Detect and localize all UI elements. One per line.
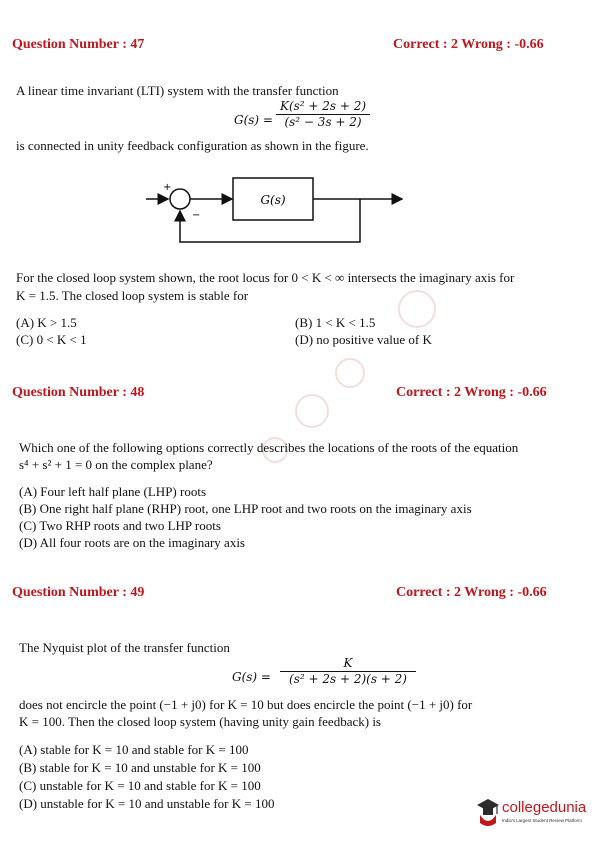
- q49-option-c: (C) unstable for K = 10 and stable for K = 100: [19, 778, 261, 793]
- q49-tf-numerator: K: [280, 656, 416, 672]
- watermark-seal: [398, 290, 436, 328]
- question-49-stem-line1: does not encircle the point (−1 + j0) for K = 10 but does encircle the point (−1 + j0) for: [19, 697, 473, 712]
- question-49-stem-line2: K = 100. Then the closed loop system (having unity gain feedback) is: [19, 714, 381, 729]
- brand-tagline: India's Largest Student Review Platform: [502, 818, 582, 823]
- q47-option-c: (C) 0 < K < 1: [16, 332, 87, 347]
- q47-tf-numerator: K(s² + 2s + 2): [276, 99, 370, 115]
- feedback-block-diagram: [140, 170, 420, 250]
- question-47-marks: Correct : 2 Wrong : -0.66: [393, 37, 544, 52]
- q47-tf-denominator: (s² − 3s + 2): [284, 115, 362, 129]
- watermark-seal: [295, 394, 329, 428]
- brand-name: collegedunia: [502, 799, 587, 816]
- question-47-stem-line2: K = 1.5. The closed loop system is stable for: [16, 288, 249, 303]
- question-47-config: is connected in unity feedback configuration as shown in the figure.: [16, 138, 369, 153]
- watermark-seal: [335, 358, 365, 388]
- question-48-stem-line1: Which one of the following options correctly describes the locations of the roots of the equation: [19, 440, 519, 455]
- question-48-title: Question Number : 48: [12, 385, 145, 400]
- question-47-stem-line1: For the closed loop system shown, the root locus for 0 < K < ∞ intersects the imaginary axis for: [16, 270, 515, 285]
- question-48-marks: Correct : 2 Wrong : -0.66: [396, 385, 547, 400]
- q49-option-b: (B) stable for K = 10 and unstable for K = 100: [19, 760, 261, 775]
- q47-option-b: (B) 1 < K < 1.5: [295, 315, 376, 330]
- question-48-stem-line2: s⁴ + s² + 1 = 0 on the complex plane?: [19, 457, 213, 472]
- collegedunia-logo: [476, 795, 588, 831]
- graduation-cap-icon: [476, 797, 500, 827]
- question-49-marks: Correct : 2 Wrong : -0.66: [396, 585, 547, 600]
- q47-tf-lhs: G(s) =: [234, 113, 273, 127]
- q49-transfer-function: [280, 656, 416, 687]
- q48-option-c: (C) Two RHP roots and two LHP roots: [19, 518, 221, 533]
- question-47-title: Question Number : 47: [12, 37, 145, 52]
- summing-junction: [170, 189, 190, 209]
- question-47-intro: A linear time invariant (LTI) system with the transfer function: [16, 83, 339, 98]
- q49-option-a: (A) stable for K = 10 and stable for K = 100: [19, 742, 249, 757]
- gs-block-label: G(s): [260, 193, 286, 207]
- q49-option-d: (D) unstable for K = 10 and unstable for K = 100: [19, 796, 275, 811]
- question-49-intro: The Nyquist plot of the transfer function: [19, 640, 230, 655]
- plus-sign: +: [163, 182, 172, 193]
- q47-transfer-function: [276, 99, 370, 130]
- q49-tf-denominator: (s² + 2s + 2)(s + 2): [289, 672, 407, 686]
- q48-option-a: (A) Four left half plane (LHP) roots: [19, 484, 207, 499]
- q49-tf-lhs: G(s) =: [232, 670, 271, 684]
- question-49-title: Question Number : 49: [12, 585, 145, 600]
- q48-option-d: (D) All four roots are on the imaginary axis: [19, 535, 245, 550]
- q48-option-b: (B) One right half plane (RHP) root, one LHP root and two roots on the imaginary axis: [19, 501, 472, 516]
- q47-option-d: (D) no positive value of K: [295, 332, 432, 347]
- q47-option-a: (A) K > 1.5: [16, 315, 77, 330]
- minus-sign: −: [192, 210, 201, 221]
